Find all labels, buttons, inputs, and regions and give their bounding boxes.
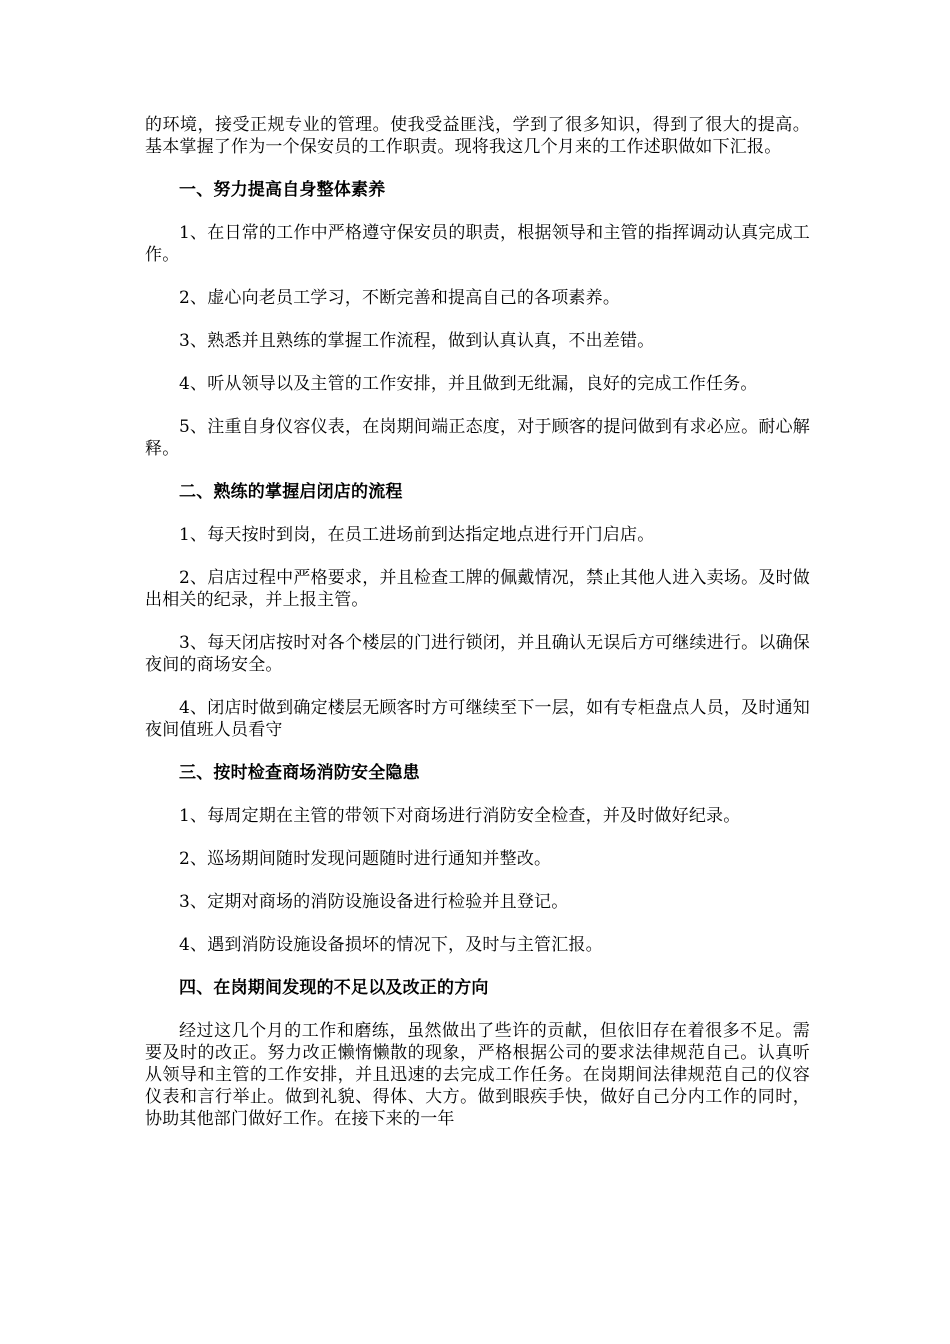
paragraph-2-1: 1、每天按时到岗，在员工进场前到达指定地点进行开门启店。	[179, 525, 655, 545]
paragraph-3-2: 2、巡场期间随时发现问题随时进行通知并整改。	[179, 849, 552, 869]
section-heading-3: 三、按时检查商场消防安全隐患	[179, 763, 420, 783]
paragraph-2-4: 4、闭店时做到确定楼层无顾客时方可继续至下一层，如有专柜盘点人员，及时通知夜间值班人员看守	[145, 698, 810, 740]
section-heading-2: 二、熟练的掌握启闭店的流程	[179, 482, 403, 502]
paragraph-1-3: 3、熟悉并且熟练的掌握工作流程，做到认真认真，不出差错。	[179, 331, 655, 351]
paragraph-3-3: 3、定期对商场的消防设施设备进行检验并且登记。	[179, 892, 569, 912]
document-body	[145, 114, 810, 1130]
paragraph-2-2: 2、启店过程中严格要求，并且检查工牌的佩戴情况，禁止其他人进入卖场。及时做出相关的纪录，并上报主管。	[145, 568, 810, 610]
section-heading-4: 四、在岗期间发现的不足以及改正的方向	[179, 978, 489, 998]
paragraph-3-1: 1、每周定期在主管的带领下对商场进行消防安全检查，并及时做好纪录。	[179, 806, 741, 826]
paragraph-1-4: 4、听从领导以及主管的工作安排，并且做到无纰漏，良好的完成工作任务。	[179, 374, 758, 394]
paragraph-3-4: 4、遇到消防设施设备损坏的情况下，及时与主管汇报。	[179, 935, 603, 955]
paragraph-1-1: 1、在日常的工作中严格遵守保安员的职责，根据领导和主管的指挥调动认真完成工作。	[145, 223, 810, 265]
section-heading-1: 一、努力提高自身整体素养	[179, 180, 386, 200]
paragraph-intro: 的环境，接受正规专业的管理。使我受益匪浅，学到了很多知识，得到了很大的提高。基本掌握了作为一个保安员的工作职责。现将我这几个月来的工作述职做如下汇报。	[145, 115, 810, 157]
paragraph-4-1: 经过这几个月的工作和磨练，虽然做出了些许的贡献，但依旧存在着很多不足。需要及时的改正。努力改正懒惰懒散的现象，严格根据公司的要求法律规范自己。认真听从领导和主管的工作安排，并且迅速的去完成工作任务。在岗期间法律规范自己的仪容仪表和言行举止。做到礼貌、得体、大方。做到眼疾手快，做好自己分内工作的同时，协助其他部门做好工作。在接下来的一年	[145, 1021, 810, 1129]
paragraph-1-2: 2、虚心向老员工学习，不断完善和提高自己的各项素养。	[179, 288, 621, 308]
paragraph-1-5: 5、注重自身仪容仪表，在岗期间端正态度，对于顾客的提问做到有求必应。耐心解释。	[145, 417, 810, 459]
paragraph-2-3: 3、每天闭店按时对各个楼层的门进行锁闭，并且确认无误后方可继续进行。以确保夜间的商场安全。	[145, 633, 810, 675]
